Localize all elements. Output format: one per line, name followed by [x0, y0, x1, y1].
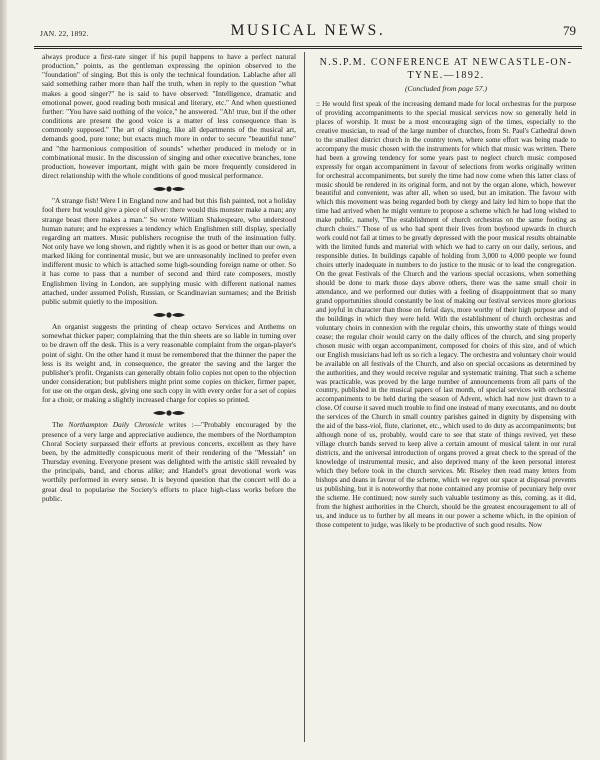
article-title: N.S.P.M. CONFERENCE AT NEWCASTLE-ON-TYNE.—1892.: [319, 57, 573, 81]
section-ornament: [42, 308, 296, 322]
section-ornament: [42, 406, 296, 420]
fleuron-icon: [151, 184, 187, 194]
column-divider: [304, 52, 305, 742]
page-binding-edge: [0, 0, 7, 760]
masthead: [34, 22, 582, 44]
northampton-lead: The: [52, 420, 69, 430]
northampton-quote: writes :—"Probably encouraged by the presence of a very large and appreciative audience, the members of the Northampton Choral Society surpassed their efforts at previous concerts, excellent as they have been, by the admittedly conspicuous merit of their rendering of the "Messiah" on Thursday evening. Everyone present was delighted with the artistic skill revealed by the principals, band, and chorus alike; and Handel's great devotional work was worthily performed in every sense. It is beyond question that the concert will do a great deal to popularise the Society's efforts to place high-class works before the public.: [42, 420, 296, 503]
newspaper-name: Northampton Daily Chronicle: [68, 420, 164, 430]
paragraph-octavo-services: An organist suggests the printing of cheap octavo Services and Anthems on somewhat thicker paper; complaining that the thin sheets are so liable in turning over to be drawn off the desk. This is a very reasonable complaint from the organ-player's point of sight. On the other hand it must be remembered that the thinner the paper the less is its weight and, in consequence, the greater the saving and the larger the publisher's profit. Organists can generally obtain folio copies not open to the objection under consideration; but publishers might print some copies on thicker, firmer paper, for use on the organ desk, giving one such copy in with every order for a set of copies for a choir, or making a slightly increased charge for copies so printed.: [42, 322, 296, 405]
newspaper-page: [34, 22, 582, 744]
paragraph-singing: always produce a first-rate singer if his pupil happens to have a perfect natural production," points, as the gentleman expressing the opinion observed to the "foundation" of singing. But this is only the technical foundation. Lablache after all said something rather more than half the truth, when in reply to the question "what makes a good singer?" he is said to have observed: "Intelligence, dramatic and emotional power, good reading both musical and literary, etc." And when questioned further: "You have said nothing of the voice," he answered. "Ah! true, but if the other conditions are present the good voice is a matter of less consequence than is commonly supposed." The art of singing, like all departments of the musical art, demands good, pure tone; but exacts much more in order to secure "beautiful tune" and "the harmonious composition of sounds" whether produced in melody or in combinational music. In the discussion of singing and other executive branches, tone production, however important, might with gain be more frequently considered in direct relationship with the whole conditions of good musical performance.: [42, 52, 296, 181]
fleuron-icon: [151, 408, 187, 418]
fleuron-icon: [151, 310, 187, 320]
article-subtitle: (Concluded from page 57.): [405, 84, 487, 93]
section-ornament: [42, 182, 296, 196]
right-column: [316, 52, 576, 744]
article-body: :: He would first speak of the increasing demand made for local orchestras for the purpose of providing accompaniments to the special musical services now so generally held in places of worship. It must be a most encouraging sign of the times, especially to the creative musician, to read of the large number of churches, from St. Paul's Cathedral down to the smallest district church in the country town, where some effort was being made to accompany the music chosen with the instruments for which that music was written. There had been a growing tendency for some years past to neglect church music composed expressly for organ accompaniment in favour of selections from works originally written for orchestral accompaniments, but surely the time had now come when this latter class of music should be rendered in its original form, and not by the organ alone, which, however beautiful and convenient, was after all, when so used, but an imitation. The favour with which this movement was being regarded both by clergy and laity led him to hope that the time had arrived when he might venture to propose a scheme which he had long wished to make public, namely, "The establishment of church orchestras on the same footing as church choirs." Those of us who had spent their lives from boyhood upwards in church work could not fail at times to be greatly depressed with the poor musical results obtainable with the limited funds and material with which we had to carry on our daily, serious, and responsible duties. In buildings capable of holding from 3,000 to 4,000 people we found choirs utterly inadequate in numbers to do justice to the music or to lead the congregation. On the great Festivals of the Church and the various special occasions, when something should be done to mark those days above others, there was the same small choir in attendance, and we performed our duties with a feeling of disappointment that so many grand opportunities should constantly be lost of making our festival services more glorious and joyful in character than those on ferial days, more worthy of their high purpose and of the buildings in which they were held. With the establishment of church orchestras and voluntary choirs in connexion with the regular choirs, this unworthy state of things would cease; the regular choir would carry on the daily offices of the church, and sing properly chosen music with organ accompaniment, composed for choirs of this size, and of which our English musicians had left us so rich a legacy. The orchestra and voluntary choir would be available on all festivals of the Church, and also on special occasions as determined by the authorities, and they would receive regular and systematic training. That such a scheme was practicable, was proved by the large number of announcements from all parts of the country, published in the musical papers of last month, of special services with orchestral accompaniments to be held during the season of Advent, which had now just drawn to a close. Of course it saved much trouble to find one instead of many executants, and no doubt the services of the Church in small country parishes gained in dignity by dispensing with the aid of the bass-viol, flute, clarionet, etc., which used to do duty as accompaniments; but although none of us, probably, would care to see that state of things revived, yet these village church bands served to keep alive a certain amount of musical talent in our rural districts, and the universal introduction of organs proved a great check to the spread of the knowledge of instrumental music, and also deprived many of the keen personal interest which they before took in the church services. Mr. Riseley then read many letters from bishops and deans in favour of the scheme, which we regret our space at disposal prevents us publishing, but it is noteworthy that none contained any promise of pecuniary help over the scheme. He continued; now surely such valuable testimony as this, coming, as it did, from the highest authorities in the Church, should be the greatest encouragement to all of us, and induce us to further by all means in our power a scheme which, in the opinion of those competent to judge, was likely to be productive of such good results. Now: [316, 99, 576, 529]
issue-date: JAN. 22, 1892.: [40, 29, 89, 38]
masthead-rule: [34, 46, 582, 49]
paragraph-northampton: [42, 420, 296, 502]
paragraph-strange-fish: "A strange fish! Were I in England now and had but this fish painted, not a holiday fool there but would give a piece of silver: there would this monster make a man; any strange beast there makes a man." So wrote William Shakespeare, who understood human nature; and he expresses a tendency which Englishmen still display, specially regarding art matters. Music publishers recognise the truth of the insinuation fully. Not only have we long shown, and rightly when it is as good or better than our own, a marked liking for continental music, but we are unreasonably inclined to prefer even indifferent music to which is attached some high-sounding foreign name or other. So it has come to pass that a number of second and third rate composers, mostly Englishmen living in London, are supplying music with different national names attached, under assumed Polish, Russian, or Scandinavian surnames; and the British public submit quietly to the imposition.: [42, 196, 296, 306]
publication-title: MUSICAL NEWS.: [230, 22, 386, 39]
page-number: 79: [563, 23, 576, 38]
left-column: [42, 52, 296, 744]
